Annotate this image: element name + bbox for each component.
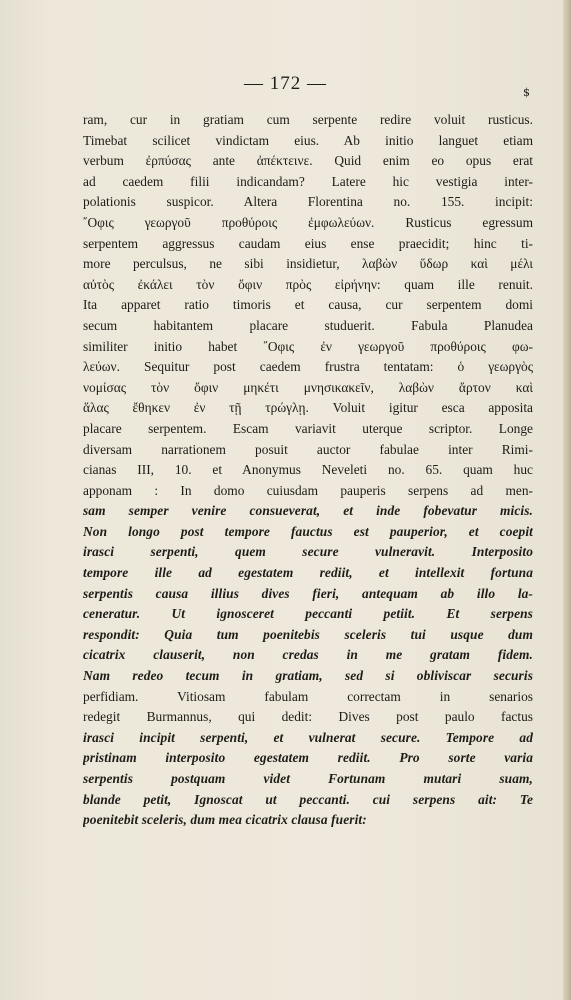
text-line: νομίσας τὸν ὄφιν μηκέτι μνησικακεῖν, λαβὼν ἄρτον καὶ [83, 379, 533, 395]
text-line: ἅλας ἔθηκεν ἐν τῇ τρώγλῃ. Voluit igitur esca apposita [83, 400, 533, 416]
text-line: cianas III, 10. et Anonymus Neveleti no. 65. quam huc [83, 462, 533, 478]
text-line: verbum ἐρπύσας ante ἀπέκτεινε. Quid enim eo opus erat [83, 153, 533, 169]
text-line: Ita apparet ratio timoris et causa, cur serpentem domi [83, 297, 533, 313]
text-line: ram, cur in gratiam cum serpente redire voluit rusticus. [83, 112, 533, 127]
text-line: diversam narrationem posuit auctor fabulae inter Rimi- [83, 441, 533, 457]
page-spine-edge [563, 0, 571, 1000]
text-line: serpentis postquam videt Fortunam mutari suam, [83, 771, 533, 786]
text-line: ῎Οφις γεωργοῦ προθύροις ἐμφωλεύων. Rusticus egressum [83, 214, 533, 230]
text-line: respondit: Quia tum poenitebis sceleris tui usque dum [83, 626, 533, 642]
text-line: irasci incipit serpenti, et vulnerat secure. Tempore ad [83, 729, 533, 745]
text-line: poenitebit sceleris, dum mea cicatrix clausa fuerit: [83, 812, 367, 828]
text-line: more perculsus, ne sibi insidietur, λαβὼν ὕδωρ καὶ μέλι [83, 256, 533, 272]
text-line: perfidiam. Vitiosam fabulam correctam in senarios [83, 688, 533, 704]
text-line: cicatrix clauserit, non credas in me gratam fidem. [83, 647, 533, 663]
text-line: polationis suspicor. Altera Florentina no. 155. incipit: [83, 194, 533, 210]
text-line: serpentem aggressus caudam eius ense praecidit; hinc ti- [83, 235, 533, 251]
text-line: pristinam interposito egestatem rediit. Pro sorte varia [83, 750, 533, 766]
text-line: serpentis causa illius dives fieri, antequam ab illo la- [83, 585, 533, 601]
text-line: placare serpentem. Escam variavit uterque scriptor. Longe [83, 420, 533, 436]
text-line: secum habitantem placare studuerit. Fabula Planudea [83, 317, 533, 333]
corner-mark: $ [523, 86, 530, 99]
text-line: Non longo post tempore fauctus est pauperior, et coepit [83, 523, 533, 539]
text-line: αὐτὸς ἐκάλει τὸν ὄφιν πρὸς εἰρήνην: quam ille renuit. [83, 276, 533, 292]
text-line: λεύων. Sequitur post caedem frustra tentatam: ὁ γεωργὸς [83, 359, 533, 375]
text-line: Timebat scilicet vindictam eius. Ab initio languet etiam [83, 132, 533, 148]
text-line: apponam : In domo cuiusdam pauperis serpens ad men- [83, 482, 533, 498]
text-line: sam semper venire consueverat, et inde fobevatur micis. [83, 503, 533, 519]
text-line: redegit Burmannus, qui dedit: Dives post paulo factus [83, 709, 533, 725]
text-line: Nam redeo tecum in gratiam, sed si obliviscar securis [83, 668, 533, 684]
text-line: tempore ille ad egestatem rediit, et intellexit fortuna [83, 565, 533, 581]
text-body [83, 110, 533, 831]
text-line: blande petit, Ignoscat ut peccanti. cui serpens ait: Te [83, 791, 533, 807]
page-number-header: — 172 — [244, 73, 327, 94]
text-line: irasci serpenti, quem secure vulneravit. Interposito [83, 544, 533, 560]
text-line: similiter initio habet ῎Οφις ἐν γεωργοῦ προθύροις φω- [83, 338, 533, 354]
text-line: ad caedem filii indicandam? Latere hic vestigia inter- [83, 173, 533, 189]
text-line: ceneratur. Ut ignosceret peccanti petiit. Et serpens [83, 606, 533, 622]
